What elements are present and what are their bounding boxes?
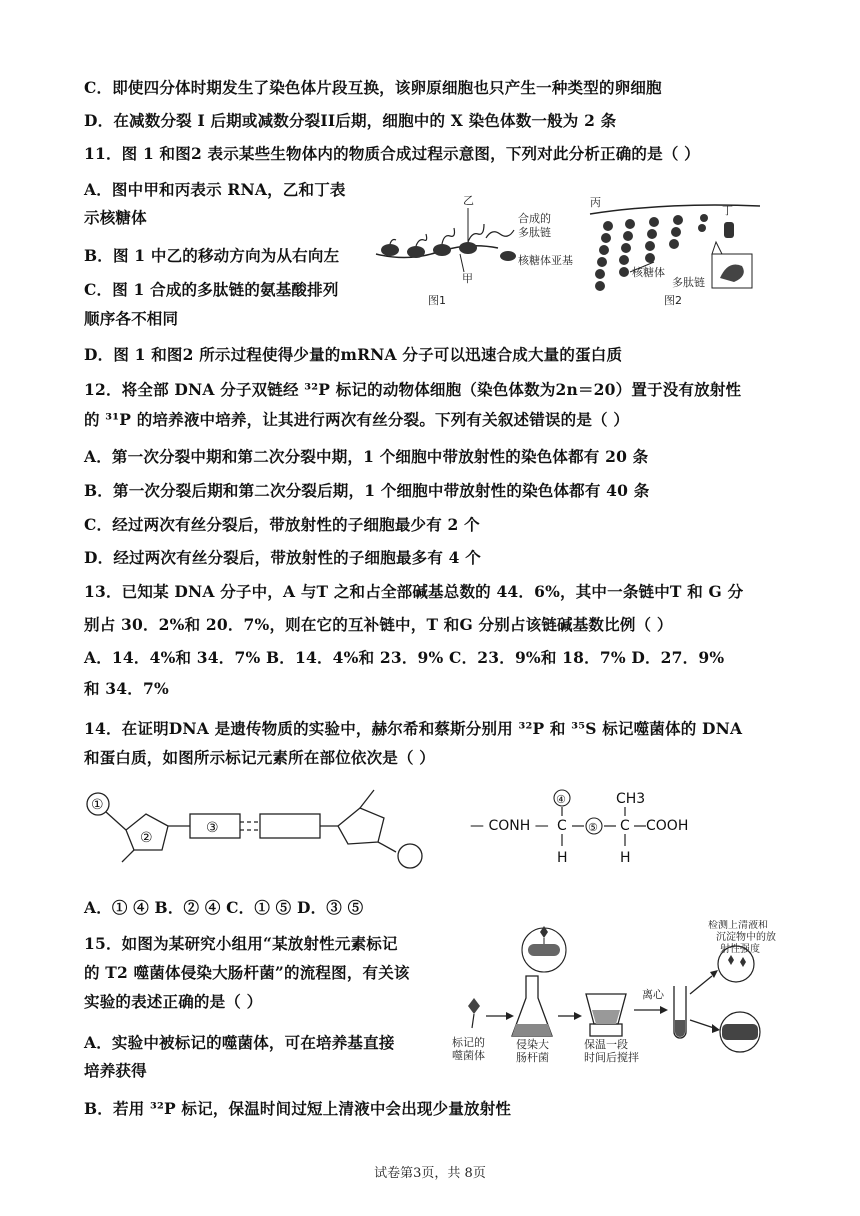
label-incubate-2: 时间后搅拌 bbox=[584, 1051, 639, 1064]
label-marked-2: 噬菌体 bbox=[452, 1049, 485, 1062]
q15-figure bbox=[446, 920, 776, 1070]
hydrogen-right: H bbox=[620, 850, 631, 866]
circle-4: ④ bbox=[556, 793, 566, 806]
q15-stem-1: 15．如图为某研究小组用“某放射性元素标记 bbox=[84, 934, 398, 953]
label-incubate: 保温一段 bbox=[584, 1038, 628, 1051]
label-infect-2: 肠杆菌 bbox=[516, 1051, 549, 1064]
conh-group: — CONH — bbox=[470, 818, 549, 834]
q15-option-a-cont: 培养获得 bbox=[84, 1061, 147, 1080]
label-polypeptide: 合成的 bbox=[518, 212, 551, 225]
q11-option-c: C．图 1 合成的多肽链的氨基酸排列 bbox=[84, 280, 339, 299]
label-ribosome: 核糖体 bbox=[632, 266, 665, 279]
q14-options: A．① ④ B．② ④ C．① ⑤ D．③ ⑤ bbox=[84, 898, 364, 917]
cooh-group: COOH bbox=[646, 818, 689, 834]
label-ding: 丁 bbox=[722, 204, 733, 217]
q13-stem-2: 别占 30．2%和 20．7%，则在它的互补链中，T 和G 分别占该链碱基数比例（ ） bbox=[84, 615, 673, 634]
q13-stem-1: 13．已知某 DNA 分子中，A 与T 之和占全部碱基总数的 44．6%，其中一条链中T 和 G 分 bbox=[84, 582, 744, 601]
q12-stem-1: 12．将全部 DNA 分子双链经 ³²P 标记的动物体细胞（染色体数为2n＝20）置于没有放射性 bbox=[84, 380, 742, 399]
label-marked: 标记的 bbox=[452, 1036, 485, 1049]
q12-option-c: C．经过两次有丝分裂后，带放射性的子细胞最少有 2 个 bbox=[84, 515, 480, 534]
carbon-right: C bbox=[620, 818, 630, 834]
q11-option-b: B．图 1 中乙的移动方向为从右向左 bbox=[84, 246, 340, 265]
q15-stem-3: 实验的表述正确的是（ ） bbox=[84, 992, 263, 1011]
hydrogen-left: H bbox=[557, 850, 568, 866]
q11-stem: 11．图 1 和图2 表示某些生物体内的物质合成过程示意图，下列对此分析正确的是（ ） bbox=[84, 144, 700, 163]
q10-option-c: C．即使四分体时期发生了染色体片段互换，该卵原细胞也只产生一种类型的卵细胞 bbox=[84, 78, 662, 97]
label-polypeptide-2: 多肽链 bbox=[518, 226, 551, 239]
q10-option-d: D．在减数分裂 I 后期或减数分裂II后期，细胞中的 X 染色体数一般为 2 条 bbox=[84, 111, 617, 130]
q11-option-d: D．图 1 和图2 所示过程使得少量的mRNA 分子可以迅速合成大量的蛋白质 bbox=[84, 345, 623, 364]
ch3-group: CH3 bbox=[616, 791, 646, 807]
circle-1: ① bbox=[91, 797, 104, 813]
label-detect: 检测上清液和 bbox=[708, 920, 768, 931]
q12-stem-2: 的 ³¹P 的培养液中培养，让其进行两次有丝分裂。下列有关叙述错误的是（ ） bbox=[84, 410, 630, 429]
q11-figure bbox=[368, 192, 778, 322]
q12-option-b: B．第一次分裂后期和第二次分裂后期，1 个细胞中带放射性的染色体都有 40 条 bbox=[84, 481, 650, 500]
label-subunit: 核糖体亚基 bbox=[518, 254, 573, 267]
q13-options: A．14．4%和 34．7% B．14．4%和 23．9% C．23．9%和 18．7% D．27．9% bbox=[84, 648, 725, 667]
q15-stem-2: 的 T2 噬菌体侵染大肠杆菌”的流程图，有关该 bbox=[84, 963, 410, 982]
q13-options-cont: 和 34．7% bbox=[84, 679, 169, 698]
q14-figure bbox=[84, 784, 724, 884]
label-yi: 乙 bbox=[463, 194, 474, 207]
label-polypeptide2: 多肽链 bbox=[672, 276, 705, 289]
label-bing: 丙 bbox=[590, 196, 601, 209]
q14-stem-1: 14．在证明DNA 是遗传物质的实验中，赫尔希和蔡斯分别用 ³²P 和 ³⁵S 标记噬菌体的 DNA bbox=[84, 719, 743, 738]
q12-option-d: D．经过两次有丝分裂后，带放射性的子细胞最多有 4 个 bbox=[84, 548, 481, 567]
circle-2: ② bbox=[140, 830, 153, 846]
circle-3: ③ bbox=[206, 820, 219, 836]
page-footer: 试卷第3页，共 8页 bbox=[374, 1166, 486, 1181]
label-infect: 侵染大 bbox=[516, 1038, 549, 1051]
caption-fig1: 图1 bbox=[428, 294, 446, 307]
caption-fig2: 图2 bbox=[664, 294, 682, 307]
q12-option-a: A．第一次分裂中期和第二次分裂中期，1 个细胞中带放射性的染色体都有 20 条 bbox=[84, 447, 649, 466]
label-detect-3: 射性强度 bbox=[720, 944, 760, 955]
q11-option-a-cont: 示核糖体 bbox=[84, 208, 147, 227]
q14-stem-2: 和蛋白质，如图所示标记元素所在部位依次是（ ） bbox=[84, 748, 435, 767]
q15-option-b: B．若用 ³²P 标记，保温时间过短上清液中会出现少量放射性 bbox=[84, 1099, 512, 1118]
circle-5: ⑤ bbox=[588, 821, 598, 834]
q11-option-c-cont: 顺序各不相同 bbox=[84, 309, 179, 328]
q15-option-a: A．实验中被标记的噬菌体，可在培养基直接 bbox=[84, 1033, 395, 1052]
label-jia: 甲 bbox=[462, 272, 473, 285]
carbon-left: C bbox=[557, 818, 567, 834]
label-detect-2: 沉淀物中的放 bbox=[716, 932, 776, 943]
q11-option-a: A．图中甲和丙表示 RNA，乙和丁表 bbox=[84, 180, 346, 199]
label-centrifuge: 离心 bbox=[642, 988, 664, 1001]
